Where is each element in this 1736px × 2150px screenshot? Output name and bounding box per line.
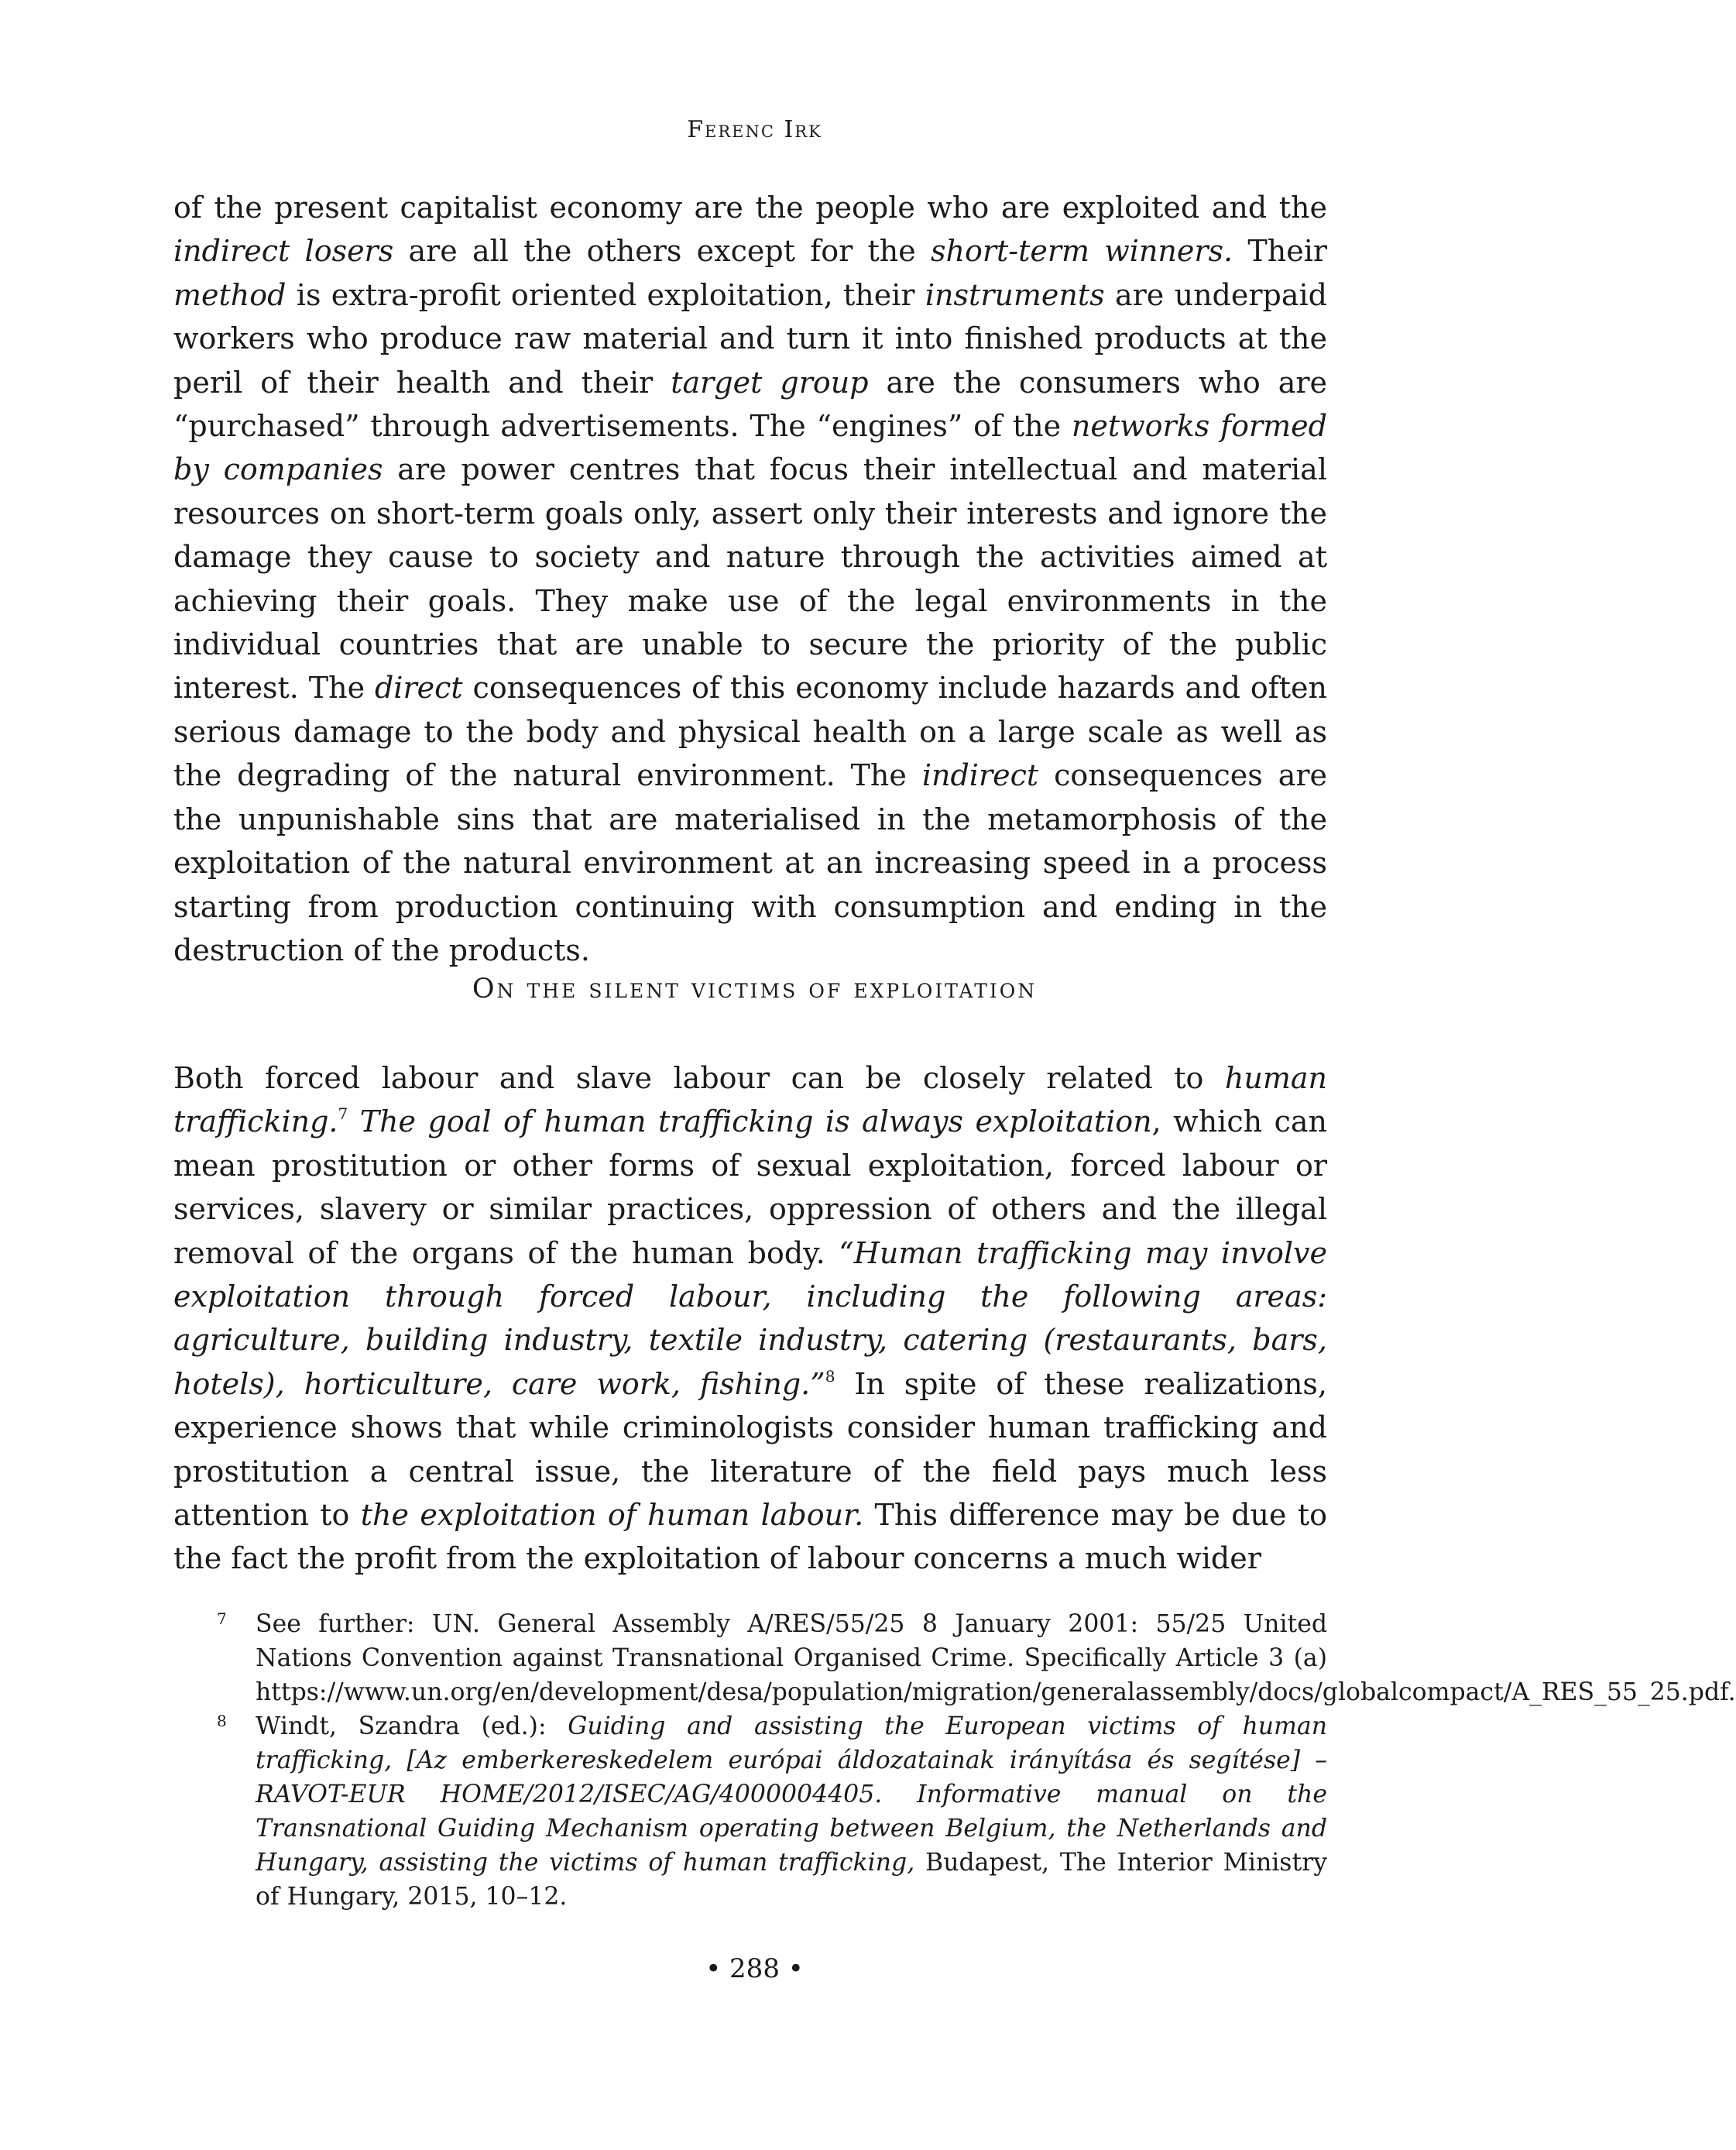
text-run: of the present capitalist economy are the people who are exploited and the	[173, 191, 1327, 225]
text-run: are underpaid workers who produce raw material and turn it into finished products at the peril of their health and their	[173, 277, 1327, 400]
text-run: See further: UN. General Assembly A/RES/55/25 8 January 2001: 55/25 United Nations Convention against Transnational Organised Crime. Specifically Article 3 (a) https://www.un.org/en/development/desa/population/migration/generalassembly/docs/globalcompact/A_RES_55_25.pdf.	[256, 1610, 1736, 1706]
text-run	[348, 1104, 359, 1139]
text-run: consequences of this economy include hazards and often serious damage to the body and physical health on a large scale as well as the degrading of the natural environment. The	[173, 671, 1327, 793]
footnote-7	[173, 1607, 1736, 1709]
footnote-reference: 8	[825, 1366, 835, 1386]
text-run: are power centres that focus their intellectual and material resources on short-term goals only, assert only their interests and ignore the damage they cause to society and nature through the activities aimed at achieving their goals. They make use of the legal environments in the individual countries that are unable to secure the priority of the public interest. The	[173, 452, 1327, 706]
italic-text: indirect	[921, 758, 1039, 793]
text-run: Budapest, The Interior Ministry of Hungary, 2015, 10–12.	[256, 1849, 1327, 1911]
italic-text: direct	[374, 671, 463, 706]
italic-text: method	[173, 277, 286, 312]
italic-text: networks formed by companies	[173, 409, 1327, 487]
italic-text: Guiding and assisting the European victims of human trafficking, [Az emberkereskedelem európai áldozatainak irányítása és segítése] – RAVOT-EUR HOME/2012/ISEC/AG/4000004405. Informative manual on the Transnational Guiding Mechanism operating between Belgium, the Netherlands and Hungary, assisting the victims of human trafficking,	[256, 1712, 1327, 1877]
footnotes	[173, 1607, 1736, 1914]
italic-text: the exploitation of human labour.	[360, 1498, 864, 1533]
running-head: Ferenc Irk	[687, 116, 822, 143]
footnote-text	[256, 1712, 1327, 1911]
footnote-reference: 7	[338, 1104, 348, 1124]
text-run: In spite of these realizations, experience shows that while criminologists consider human trafficking and prostitution a central issue, the literature of the field pays much less attention to	[173, 1366, 1327, 1533]
footnote-8	[173, 1709, 1327, 1914]
italic-text: The goal of human trafficking is always exploitation	[359, 1104, 1152, 1139]
page-number: • 288 •	[705, 1953, 804, 1984]
italic-text: instruments	[925, 277, 1105, 312]
text-run: is extra-profit oriented exploitation, their	[286, 277, 925, 312]
italic-text: short-term winners.	[930, 234, 1233, 269]
text-run: consequences are the unpunishable sins that are materialised in the metamorphosis of the exploitation of the natural environment at an increasing speed in a process starting from production continuing with consumption and ending in the destruction of the products.	[173, 758, 1328, 967]
text-run: Windt, Szandra (ed.):	[256, 1712, 568, 1740]
body-paragraph-1	[173, 186, 1327, 972]
text-run: This difference may be due to the fact the profit from the exploitation of labour concerns a much wider	[173, 1498, 1327, 1576]
italic-text: “Human trafficking may involve exploitation through forced labour, including the following areas: agriculture, building industry, textile industry, catering (restaurants, bars, hotels), horticulture, care work, fishing.”	[173, 1235, 1328, 1401]
text-run: Their	[1233, 234, 1328, 269]
footnote-number: 8	[217, 1712, 227, 1730]
text-run: are the consumers who are “purchased” through advertisements. The “engines” of the	[173, 365, 1327, 444]
footnote-text	[256, 1610, 1736, 1706]
italic-text: target group	[671, 365, 869, 400]
section-heading: On the silent victims of exploitation	[472, 974, 1038, 1005]
footnote-number: 7	[217, 1609, 227, 1628]
text-run: , which can mean prostitution or other forms of sexual exploitation, forced labour or services, slavery or similar practices, oppression of others and the illegal removal of the organs of the human body.	[173, 1104, 1327, 1270]
text-run: Both forced labour and slave labour can be closely related to	[173, 1061, 1225, 1095]
italic-text: human trafficking.	[173, 1061, 1327, 1139]
body-paragraph-2	[173, 1056, 1327, 1581]
text-run: are all the others except for the	[393, 234, 931, 269]
italic-text: indirect losers	[173, 234, 394, 269]
